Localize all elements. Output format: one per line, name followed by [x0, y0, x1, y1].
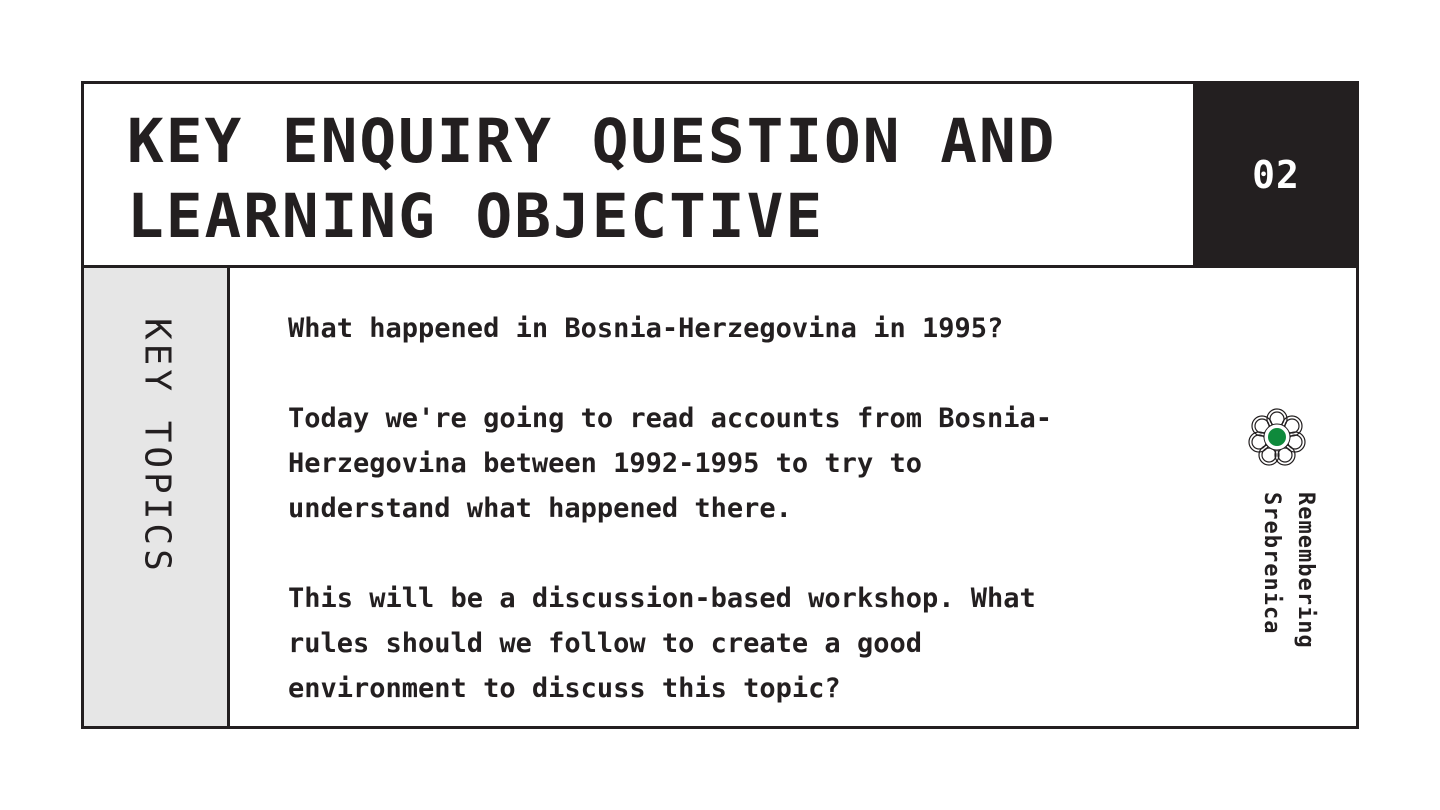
flower-logo-icon: [1244, 404, 1310, 470]
content-row: [84, 268, 1356, 726]
learning-objective: Today we're going to read accounts from Bosnia- Herzegovina between 1992-1995 to try to understand what happened there.: [288, 403, 1053, 524]
slide-title: KEY ENQUIRY QUESTION AND LEARNING OBJECTIVE: [127, 106, 1057, 252]
brand-name: Remembering Srebrenica: [1259, 492, 1318, 649]
slide-number-panel: [1196, 84, 1356, 268]
slide-card: [81, 81, 1359, 729]
sidebar-label: KEY TOPICS: [136, 318, 178, 575]
title-panel: [84, 84, 1196, 268]
content-body: [288, 306, 1188, 711]
enquiry-question: What happened in Bosnia-Herzegovina in 1995?: [288, 313, 1004, 344]
sidebar: [84, 268, 230, 726]
discussion-prompt: This will be a discussion-based workshop. What rules should we follow to create a good environment to discuss this topic?: [288, 583, 1036, 704]
slide-number: 02: [1252, 152, 1300, 197]
